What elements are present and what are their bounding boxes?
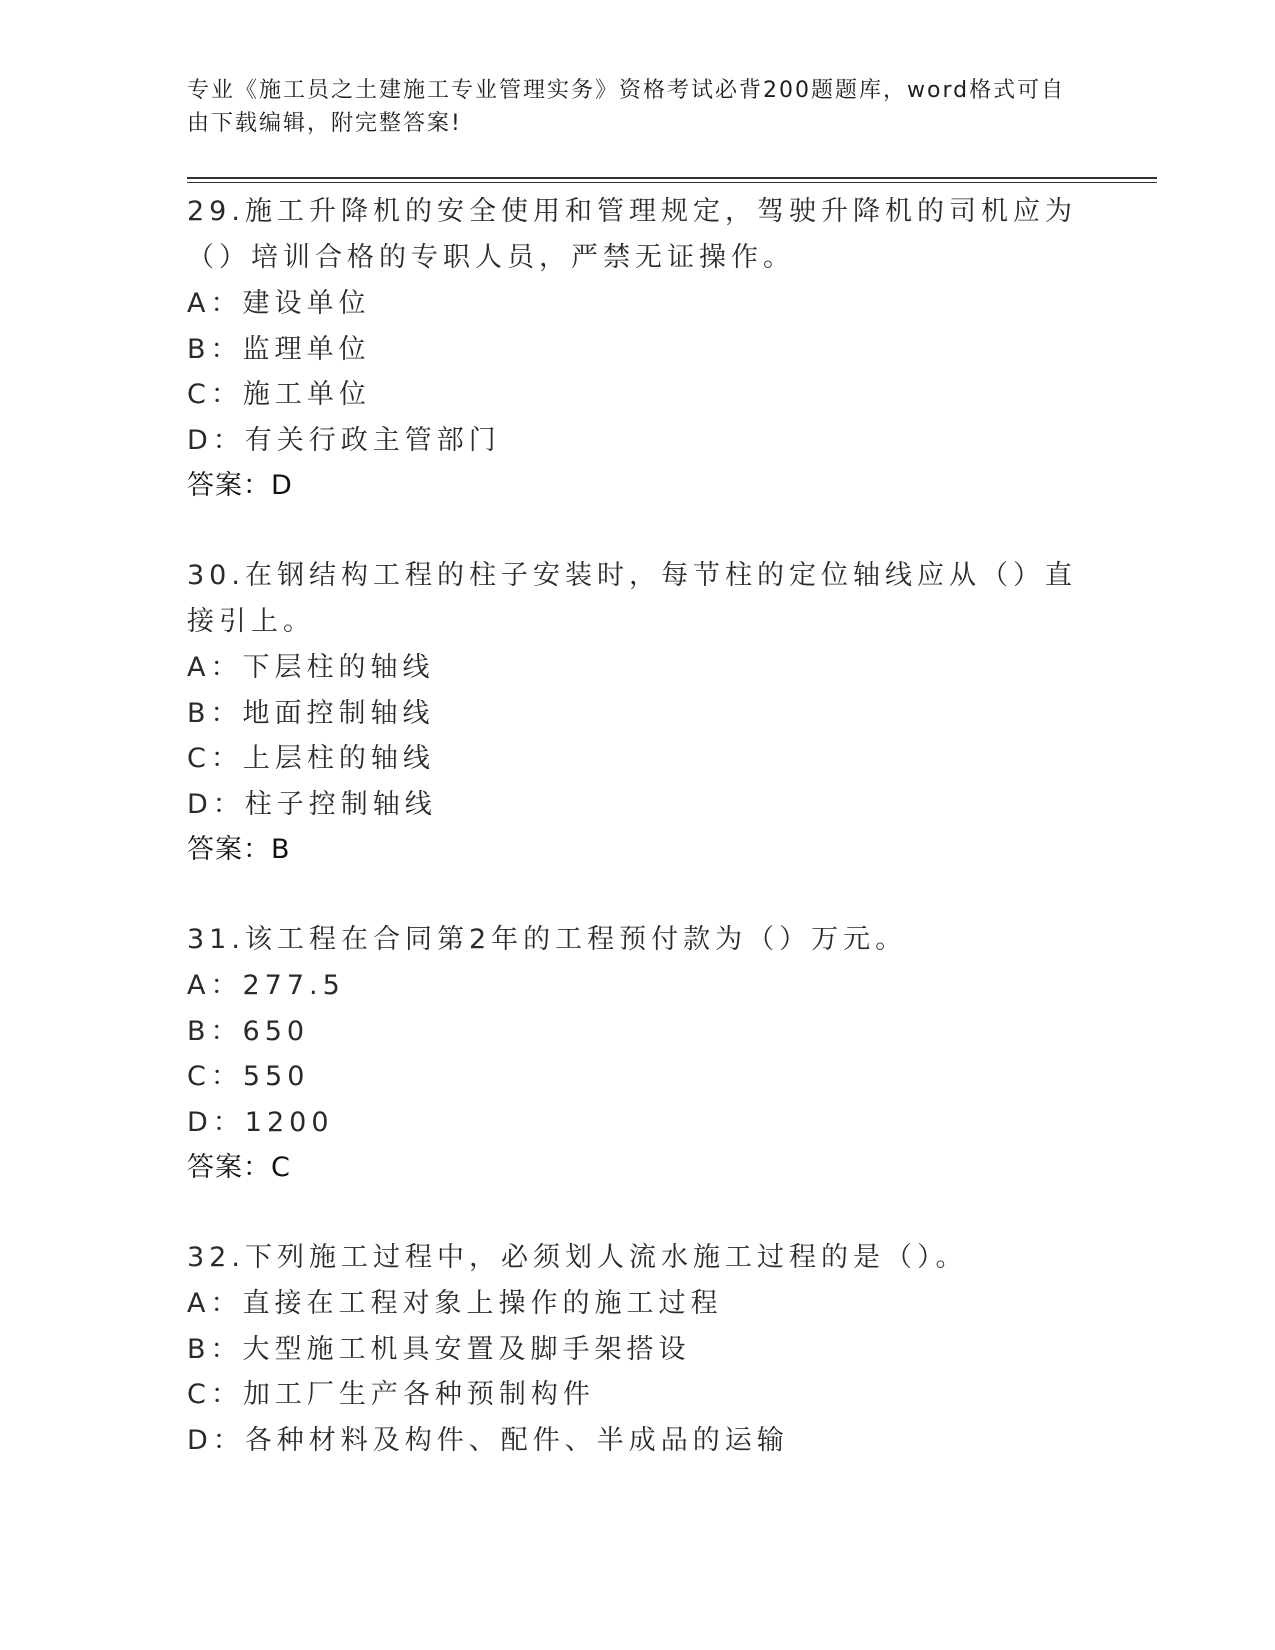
option-a: A：建设单位	[187, 288, 371, 319]
spacer	[187, 509, 1107, 553]
option-a: A：下层柱的轴线	[187, 652, 435, 683]
option-b: B：地面控制轴线	[187, 697, 435, 729]
option-a: A：直接在工程对象上操作的施工过程	[187, 1288, 723, 1319]
question-stem: 32.下列施工过程中，必须划人流水施工过程的是（）。	[187, 1242, 968, 1273]
spacer	[187, 873, 1107, 917]
header-divider-thin	[187, 182, 1157, 183]
document-header: 专业《施工员之土建施工专业管理实务》资格考试必背200题题库，word格式可自由下载编辑，附完整答案!	[187, 78, 1066, 136]
option-c: C：施工单位	[187, 379, 371, 410]
question-30	[187, 553, 1107, 873]
question-list	[187, 189, 1107, 1463]
question-stem: 29.施工升降机的安全使用和管理规定，驾驶升降机的司机应为（）培训合格的专职人员，严禁无证操作。	[187, 196, 1077, 273]
question-stem: 31.该工程在合同第2年的工程预付款为（）万元。	[187, 924, 908, 955]
option-d: D：1200	[187, 1106, 334, 1138]
option-c: C：上层柱的轴线	[187, 743, 435, 774]
option-c: C：550	[187, 1061, 310, 1092]
option-b: B：大型施工机具安置及脚手架搭设	[187, 1333, 691, 1365]
spacer	[187, 1191, 1107, 1235]
header-divider	[187, 177, 1157, 179]
question-stem: 30.在钢结构工程的柱子安装时，每节柱的定位轴线应从（）直接引上。	[187, 560, 1077, 637]
option-c: C：加工厂生产各种预制构件	[187, 1379, 595, 1410]
option-b: B：650	[187, 1015, 310, 1047]
answer-line: 答案：C	[187, 1152, 291, 1183]
option-a: A：277.5	[187, 970, 345, 1001]
question-31	[187, 917, 1107, 1191]
option-b: B：监理单位	[187, 333, 371, 365]
option-d: D：柱子控制轴线	[187, 788, 437, 820]
option-d: D：有关行政主管部门	[187, 424, 501, 456]
question-32	[187, 1235, 1107, 1463]
answer-line: 答案：D	[187, 470, 293, 501]
answer-line: 答案：B	[187, 834, 291, 865]
option-d: D：各种材料及构件、配件、半成品的运输	[187, 1424, 789, 1456]
question-29	[187, 189, 1107, 509]
